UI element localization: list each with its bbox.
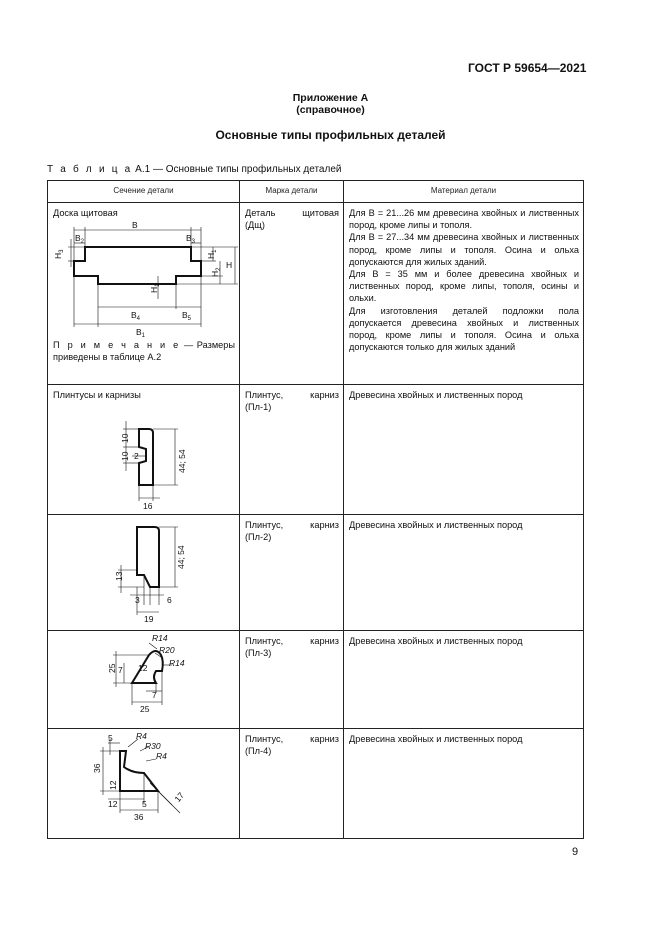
svg-text:17: 17 (172, 790, 187, 804)
document-code: ГОСТ Р 59654—2021 (468, 61, 587, 75)
mark-cell (240, 631, 344, 729)
material-line: Древесина хвойных и лиственных пород (349, 734, 523, 744)
pl1-profile-drawing (48, 401, 238, 513)
material-line: Для В = 27...34 мм древесина хвойных и лиственных пород, кроме липы и тополя. Осина и ольха допускаются для жилых зданий. (349, 232, 579, 267)
mark-word-2: карниз (310, 636, 339, 646)
svg-text:36: 36 (92, 763, 102, 773)
svg-text:6: 6 (167, 595, 172, 605)
profiles-table (47, 180, 584, 839)
table-header-row (48, 181, 584, 203)
material-cell (344, 515, 584, 631)
material-line: Для изготовления деталей подложки пола допускается древесина хвойных и лиственных пород, кроме липы и тополя. Осина и ольха допускаются только для жилых зданий (349, 305, 579, 353)
table-row (48, 631, 584, 729)
page-number: 9 (572, 846, 579, 858)
table-caption-prefix: Т а б л и ц а (47, 164, 133, 175)
svg-text:R14: R14 (152, 633, 168, 643)
svg-text:R20: R20 (159, 645, 175, 655)
mark-cell (240, 385, 344, 515)
section-label: Доска щитовая (53, 208, 118, 218)
table-caption (47, 164, 341, 175)
material-cell (344, 631, 584, 729)
note-label: П р и м е ч а н и е (53, 340, 181, 351)
mark-code: (Пл-4) (245, 746, 272, 757)
note-text: — Размеры приведены в таблице А.2 (53, 340, 235, 363)
svg-text:10: 10 (120, 433, 130, 444)
mark-cell (240, 729, 344, 839)
mark-word-1: Плинтус, (245, 636, 284, 646)
table-row (48, 729, 584, 839)
header-material: Материал детали (344, 181, 584, 203)
mark-cell (240, 203, 344, 385)
material-line: Для В = 35 мм и более древесина хвойных и лиственных пород, кроме липы, тополя, осины и ольхи. (349, 269, 579, 304)
svg-text:25: 25 (107, 663, 117, 673)
svg-text:H3: $H_3$ (53, 249, 65, 260)
mark-word-1: Плинтус, (245, 390, 284, 400)
svg-text:H1: $H_1$ (149, 283, 161, 294)
svg-text:5: 5 (142, 799, 147, 809)
mark-word-2: карниз (310, 734, 339, 744)
material-line: Древесина хвойных и лиственных пород (349, 390, 523, 400)
svg-text:H: H (226, 260, 233, 271)
svg-text:2: 2 (134, 451, 139, 462)
svg-text:16: 16 (143, 501, 153, 512)
table-caption-text: — Основные типы профильных деталей (150, 164, 342, 175)
header-section: Сечение детали (48, 181, 240, 203)
section-cell (48, 203, 240, 385)
pl2-profile-drawing (48, 515, 238, 627)
mark-code: (Пл-1) (245, 402, 272, 413)
svg-text:7: 7 (152, 690, 157, 700)
svg-text:44; 54: 44; 54 (176, 545, 186, 569)
mark-word-2: щитовая (302, 208, 339, 218)
section-cell (48, 631, 240, 729)
svg-text:B1: $B_1$ (136, 327, 146, 338)
mark-word-1: Плинтус, (245, 520, 284, 530)
material-line: Древесина хвойных и лиственных пород (349, 636, 523, 646)
svg-text:B3: $B_3$ (186, 233, 196, 246)
section-label: Плинтусы и карнизы (53, 390, 141, 400)
svg-text:5: 5 (108, 733, 113, 743)
svg-text:12: 12 (138, 663, 148, 673)
svg-text:R4: R4 (136, 731, 147, 741)
appendix-title: Приложение А (292, 92, 369, 104)
mark-cell (240, 515, 344, 631)
svg-text:7: 7 (118, 665, 123, 675)
material-cell (344, 203, 584, 385)
svg-text:R4: R4 (156, 751, 167, 761)
section-note (48, 337, 239, 363)
svg-text:10: 10 (120, 451, 130, 462)
mark-word-1: Плинтус, (245, 734, 284, 744)
material-line: Древесина хвойных и лиственных пород (349, 520, 523, 530)
svg-text:12: 12 (108, 780, 118, 790)
svg-text:B5: $B_5$ (182, 310, 192, 323)
svg-text:B2: $B_2$ (75, 233, 85, 246)
svg-text:36: 36 (134, 812, 144, 822)
svg-text:13: 13 (114, 571, 124, 581)
section-cell (48, 515, 240, 631)
table-row (48, 203, 584, 385)
svg-text:H1: $H_1$ (206, 249, 218, 260)
svg-text:H2: $H_2$ (210, 267, 222, 278)
svg-text:B: B (132, 220, 138, 231)
table-row (48, 385, 584, 515)
table-row (48, 515, 584, 631)
material-cell (344, 385, 584, 515)
svg-text:25: 25 (140, 704, 150, 714)
appendix-subtitle: (справочное) (296, 104, 365, 116)
table-caption-number: А.1 (135, 164, 151, 175)
svg-text:44; 54: 44; 54 (177, 449, 187, 474)
section-cell (48, 385, 240, 515)
mark-word-2: карниз (310, 390, 339, 400)
svg-text:3: 3 (135, 595, 140, 605)
pl4-profile-drawing (48, 729, 238, 837)
material-cell (344, 729, 584, 839)
svg-text:R30: R30 (145, 741, 161, 751)
mark-code: (Пл-2) (245, 532, 272, 543)
svg-text:19: 19 (144, 614, 154, 624)
svg-text:B4: $B_4$ (131, 310, 141, 323)
mark-code: (Пл-3) (245, 648, 272, 659)
svg-text:12: 12 (108, 799, 118, 809)
mark-word-1: Деталь (245, 208, 276, 218)
header-mark: Марка детали (240, 181, 344, 203)
board-profile-drawing (48, 219, 238, 337)
svg-text:R14: R14 (169, 658, 185, 668)
section-cell (48, 729, 240, 839)
mark-word-2: карниз (310, 520, 339, 530)
mark-code: (Дщ) (245, 220, 265, 231)
pl3-profile-drawing (48, 631, 238, 727)
section-title: Основные типы профильных деталей (215, 128, 446, 142)
material-line: Для В = 21...26 мм древесина хвойных и лиственных пород, кроме липы и тополя. (349, 208, 579, 231)
